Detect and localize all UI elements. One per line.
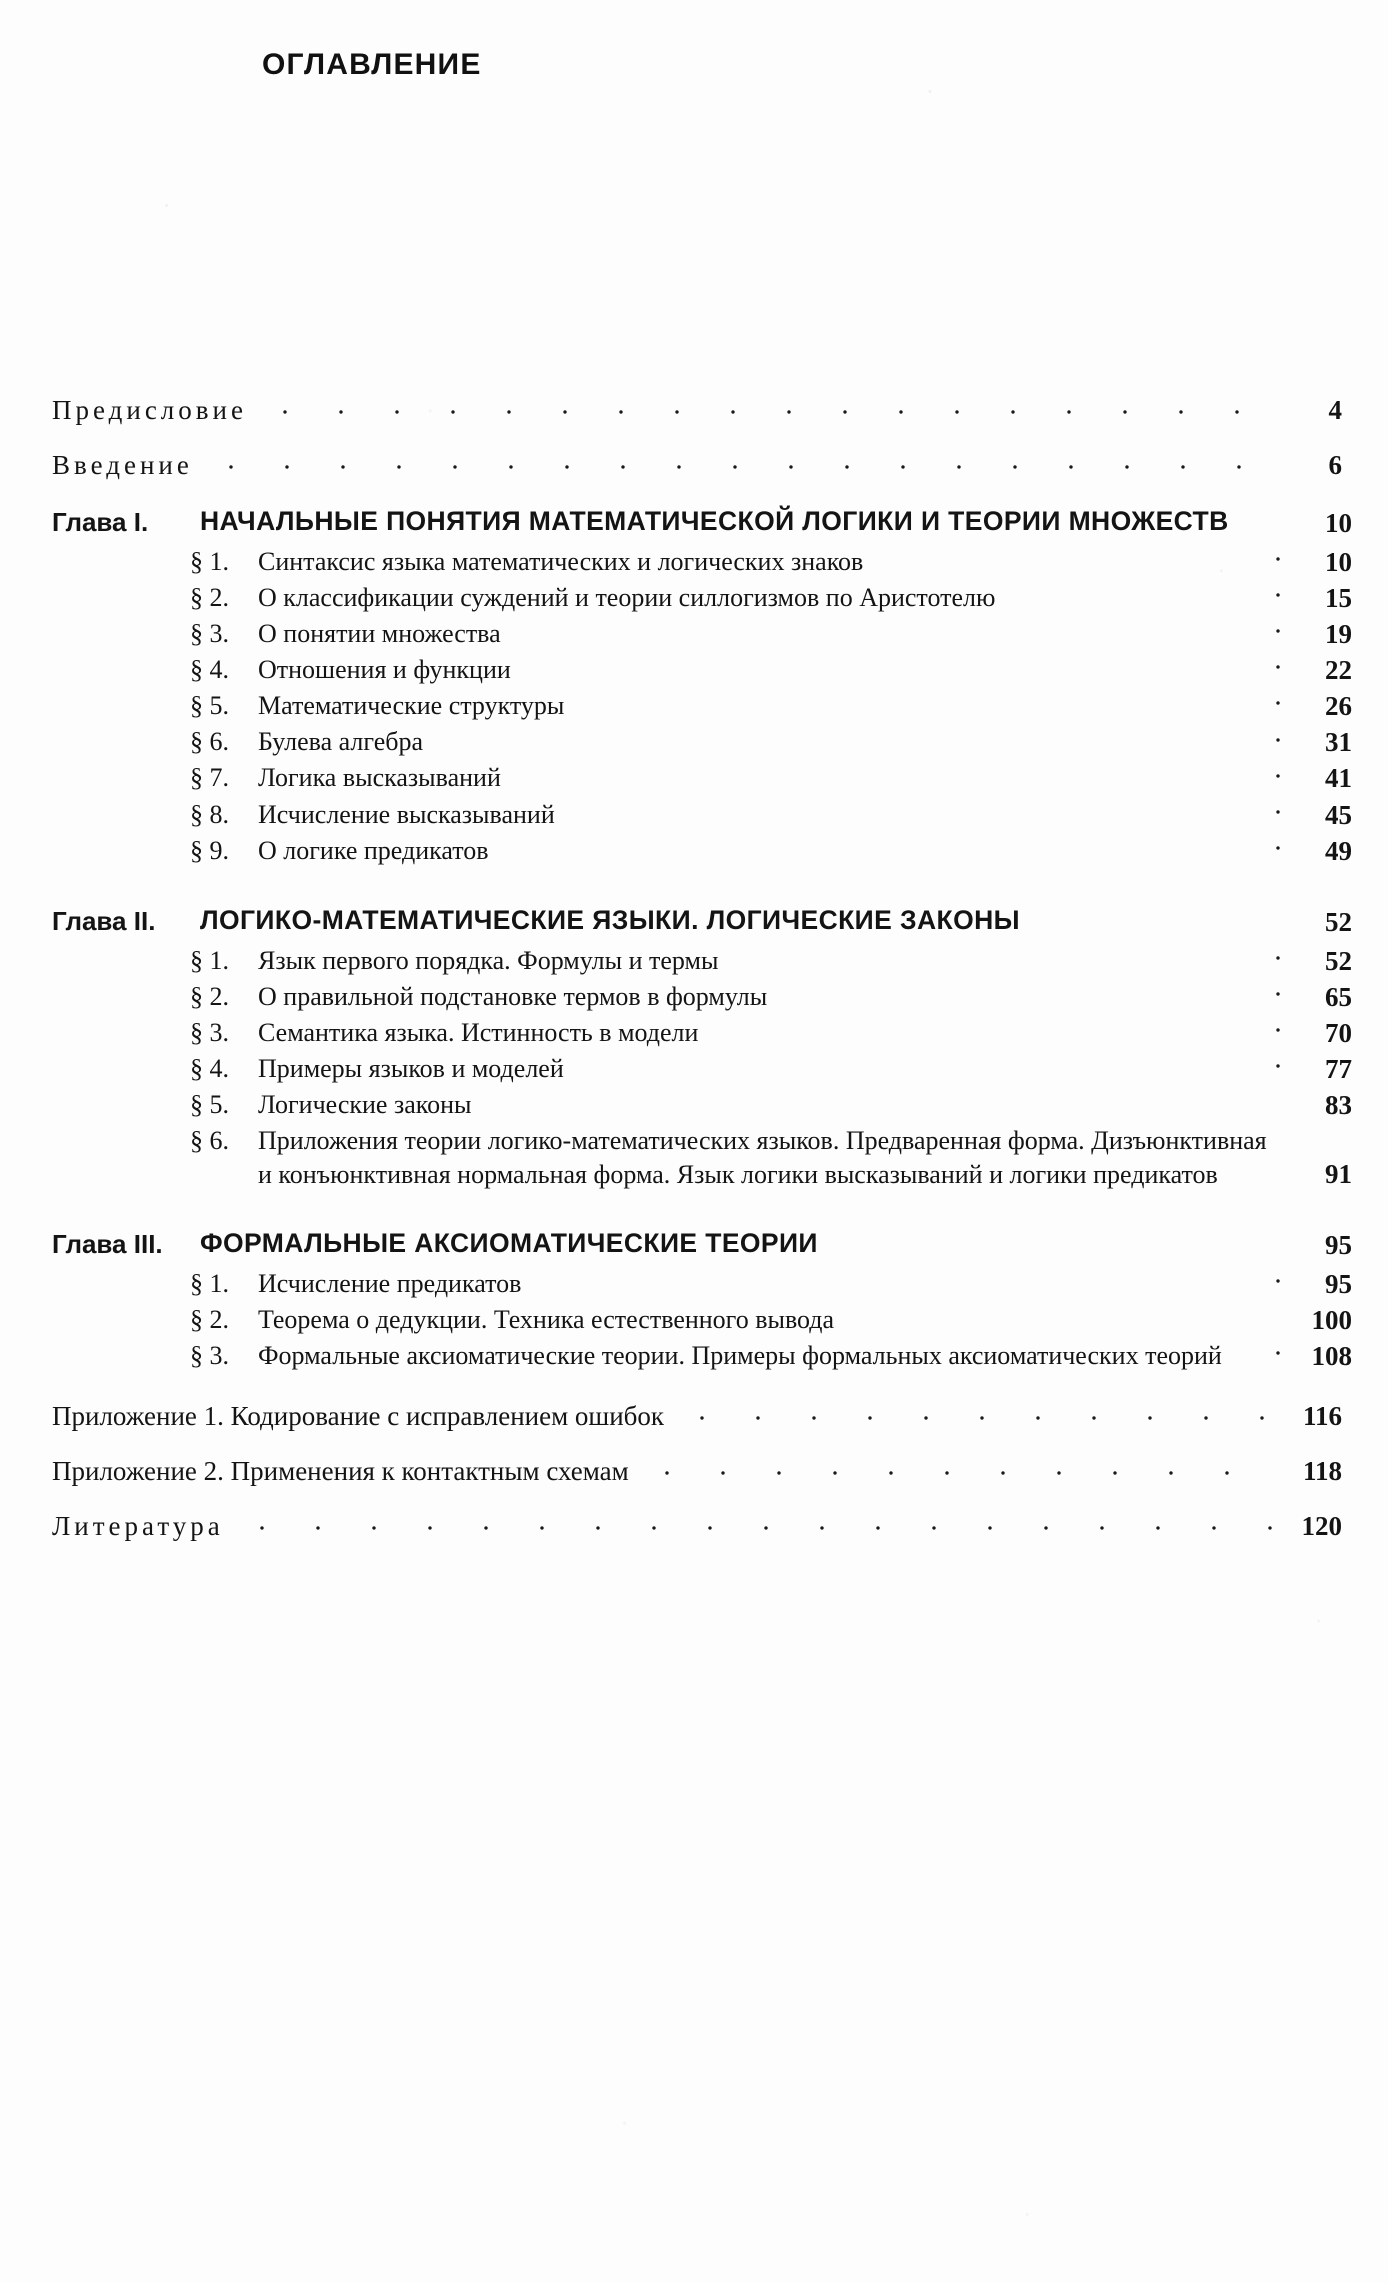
section-page: 41 [1325,763,1352,794]
chapter-label: Глава I. [52,507,149,537]
section-number: § 2. [190,1304,229,1334]
toc-section[interactable] [190,725,1352,760]
toc-section[interactable] [190,1088,1352,1123]
section-number: § 4. [190,655,229,685]
toc-section[interactable] [190,1339,1352,1374]
toc-section[interactable] [190,1124,1352,1192]
toc-section[interactable] [190,1267,1352,1302]
toc-entry-label: Приложение 2. Применения к контактным схемам [52,1455,629,1486]
toc-section[interactable] [190,1016,1352,1051]
section-page: 22 [1325,655,1352,686]
section-number: § 2. [190,981,229,1011]
toc-entry-page: 4 [1328,395,1342,425]
section-title: Логика высказываний [258,763,501,793]
section-title: Приложения теории логико-математических языков. Предваренная форма. Дизъюнктивная и конъюнктивная нормальная форма. Язык логики высказываний и логики предикатов [258,1126,1267,1189]
toc-entry-label: Введение [52,450,193,480]
chapter-title: ЛОГИКО-МАТЕМАТИЧЕСКИЕ ЯЗЫКИ. ЛОГИЧЕСКИЕ ЗАКОНЫ [200,904,1020,935]
section-page: 49 [1325,835,1352,866]
leader-dots [1250,834,1290,857]
toc-section[interactable] [190,545,1352,580]
section-page: 91 [1325,1158,1352,1189]
toc-chapter-2[interactable] [52,904,1352,938]
toc-entry-page: 6 [1328,450,1342,480]
section-title: Синтаксис языка математических и логических знаков [258,546,864,576]
section-title: Примеры языков и моделей [258,1053,564,1083]
section-page: 95 [1325,1268,1352,1299]
leader-dots [1250,1052,1290,1075]
toc-section[interactable] [190,581,1352,616]
toc-entry-appendix-2[interactable] [52,1456,1342,1487]
section-title: Булева алгебра [258,727,424,757]
leader-dots [1250,725,1290,748]
section-title: О понятии множества [258,619,501,649]
section-number: § 3. [190,1340,229,1370]
chapter-3-sections [190,1267,1352,1374]
section-number: § 5. [190,1090,229,1120]
section-title: Язык первого порядка. Формулы и термы [258,945,719,975]
leader-dots [234,1519,1272,1535]
section-number: § 5. [190,691,229,721]
leader-dots [203,458,1272,474]
section-page: 19 [1325,619,1352,650]
toc-entry-preface[interactable] [52,395,1342,426]
chapter-2-sections [190,944,1352,1192]
section-title: О правильной подстановке термов в формулы [258,981,768,1011]
toc-entry-appendix-1[interactable] [52,1401,1342,1432]
leader-dots [1250,1339,1290,1362]
toc-section[interactable] [190,653,1352,688]
chapter-page: 95 [1325,1229,1352,1260]
section-number: § 8. [190,799,229,829]
section-title: Исчисление предикатов [258,1268,522,1298]
toc-section[interactable] [190,980,1352,1015]
section-number: § 1. [190,1268,229,1298]
section-page: 31 [1325,727,1352,758]
section-number: § 3. [190,1017,229,1047]
section-number: § 9. [190,835,229,865]
leader-dots [257,403,1272,419]
leader-dots [1250,944,1290,967]
section-title: О логике предикатов [258,835,489,865]
section-number: § 1. [190,546,229,576]
leader-dots [1250,653,1290,676]
toc-section[interactable] [190,617,1352,652]
chapter-title: НАЧАЛЬНЫЕ ПОНЯТИЯ МАТЕМАТИЧЕСКОЙ ЛОГИКИ И ТЕОРИИ МНОЖЕСТВ [200,506,1229,536]
leader-dots [1250,798,1290,821]
toc-section[interactable] [190,1303,1352,1338]
chapter-page: 10 [1325,507,1352,538]
toc-section[interactable] [190,689,1352,724]
toc-entry-page: 120 [1301,1510,1342,1541]
section-title: Формальные аксиоматические теории. Примеры формальных аксиоматических теорий [258,1340,1222,1370]
section-page: 70 [1325,1017,1352,1048]
chapter-label: Глава III. [52,1228,163,1259]
toc-entry-bibliography[interactable] [52,1511,1342,1542]
toc-section[interactable] [190,798,1352,833]
section-number: § 4. [190,1053,229,1083]
leader-dots [1250,1267,1290,1290]
toc-entry-label: Приложение 1. Кодирование с исправлением ошибок [52,1400,665,1431]
section-title: Логические законы [258,1090,472,1120]
toc-section[interactable] [190,944,1352,979]
leader-dots [1250,617,1290,640]
chapter-title: ФОРМАЛЬНЫЕ АКСИОМАТИЧЕСКИЕ ТЕОРИИ [200,1227,818,1258]
section-page: 45 [1325,799,1352,830]
leader-dots [1056,1227,1288,1243]
leader-dots [1250,581,1290,604]
section-title: Семантика языка. Истинность в модели [258,1017,699,1047]
section-number: § 6. [190,727,229,757]
section-page: 65 [1325,981,1352,1012]
chapter-1-sections [190,545,1352,869]
section-number: § 2. [190,583,229,612]
chapter-page: 52 [1325,906,1352,937]
leader-dots [1250,689,1290,712]
section-number: § 6. [190,1126,229,1156]
section-title: Исчисление высказываний [258,799,555,829]
leader-dots [1250,545,1290,568]
toc-chapter-1[interactable] [52,505,1352,539]
leader-dots [639,1464,1272,1480]
toc-entry-page: 116 [1302,1400,1342,1431]
section-title: Отношения и функции [258,655,511,685]
section-page: 108 [1311,1340,1352,1371]
chapter-label: Глава II. [52,905,156,936]
toc-body [52,395,1352,1566]
toc-entry-introduction[interactable] [52,450,1342,481]
page-title: ОГЛАВЛЕНИЕ [262,48,482,81]
leader-dots [1250,980,1290,1003]
toc-entry-label: Литература [52,1510,224,1541]
section-page: 77 [1325,1053,1352,1084]
leader-dots [1250,1016,1290,1039]
section-title: Математические структуры [258,691,565,721]
toc-entry-page: 118 [1302,1455,1342,1486]
section-page: 83 [1325,1090,1352,1121]
section-page: 10 [1325,546,1352,577]
section-page: 15 [1325,583,1352,613]
section-number: § 3. [190,619,229,649]
toc-section[interactable] [190,1052,1352,1087]
section-title: Теорема о дедукции. Техника естественного вывода [258,1304,835,1334]
section-page: 52 [1325,945,1352,976]
toc-section[interactable] [190,834,1352,869]
section-page: 26 [1325,691,1352,722]
section-number: § 7. [190,763,229,793]
section-title: О классификации суждений и теории силлогизмов по Аристотелю [258,583,996,612]
section-page: 100 [1311,1304,1352,1335]
toc-section[interactable] [190,761,1352,796]
leader-dots [1250,761,1290,784]
toc-chapter-3[interactable] [52,1227,1352,1261]
toc-entry-label: Предисловие [52,395,247,425]
section-number: § 1. [190,945,229,975]
leader-dots [674,1409,1272,1425]
